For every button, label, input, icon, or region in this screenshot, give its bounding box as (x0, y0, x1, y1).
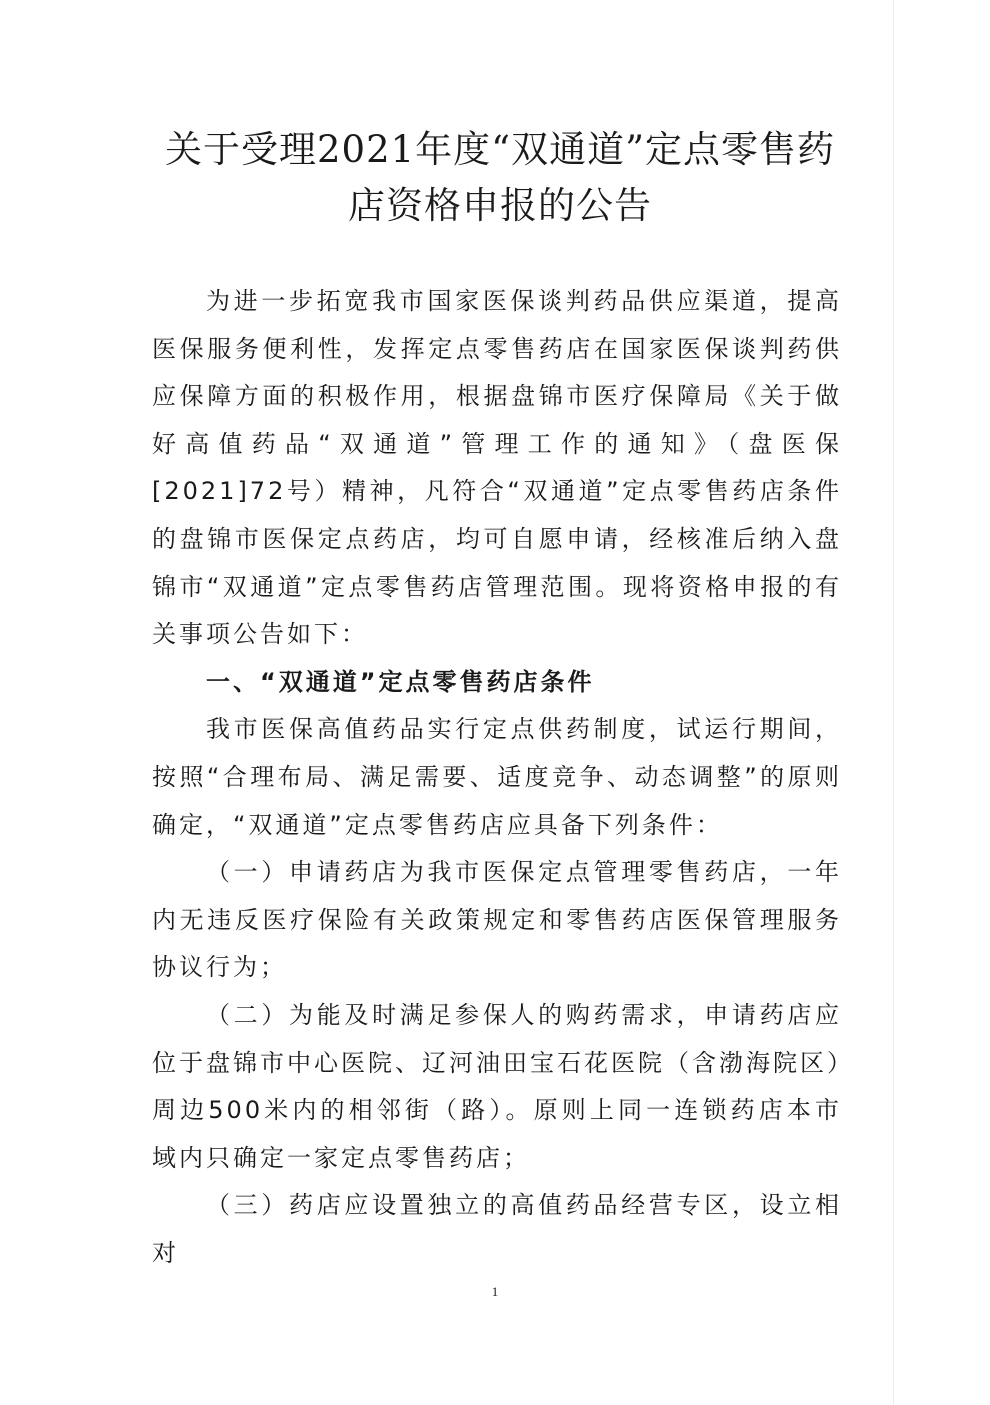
condition-item-1: （一）申请药店为我市医保定点管理零售药店，一年内无违反医疗保险有关政策规定和零售药店医保管理服务协议行为； (152, 858, 842, 982)
section-1-paragraph: 我市医保高值药品实行定点供药制度，试运行期间，按照“合理布局、满足需要、适度竞争、动态调整”的原则确定，“双通道”定点零售药店应具备下列条件： (152, 715, 842, 839)
document-title (150, 122, 850, 234)
title-line-1: 关于受理2021年度“双通道”定点零售药 (165, 128, 835, 171)
intro-paragraph: 为进一步拓宽我市国家医保谈判药品供应渠道，提高医保服务便利性，发挥定点零售药店在国家医保谈判药供应保障方面的积极作用，根据盘锦市医疗保障局《关于做好高值药品“双通道”管理工作的通知》（盘医保[2021]72号）精神，凡符合“双通道”定点零售药店条件的盘锦市医保定点药店，均可自愿申请，经核准后纳入盘锦市“双通道”定点零售药店管理范围。现将资格申报的有关事项公告如下： (152, 287, 842, 649)
document-body (152, 278, 842, 1277)
condition-item-3: （三）药店应设置独立的高值药品经营专区，设立相对 (152, 1191, 842, 1267)
condition-item-2: （二）为能及时满足参保人的购药需求，申请药店应位于盘锦市中心医院、辽河油田宝石花医院（含渤海院区）周边500米内的相邻街（路）。原则上同一连锁药店本市域内只确定一家定点零售药店； (152, 1000, 842, 1172)
title-line-2: 店资格申报的公告 (348, 184, 652, 227)
section-heading-1: 一、“双通道”定点零售药店条件 (206, 667, 595, 696)
page-number: 1 (491, 1284, 499, 1299)
scan-edge-line (893, 0, 894, 1405)
